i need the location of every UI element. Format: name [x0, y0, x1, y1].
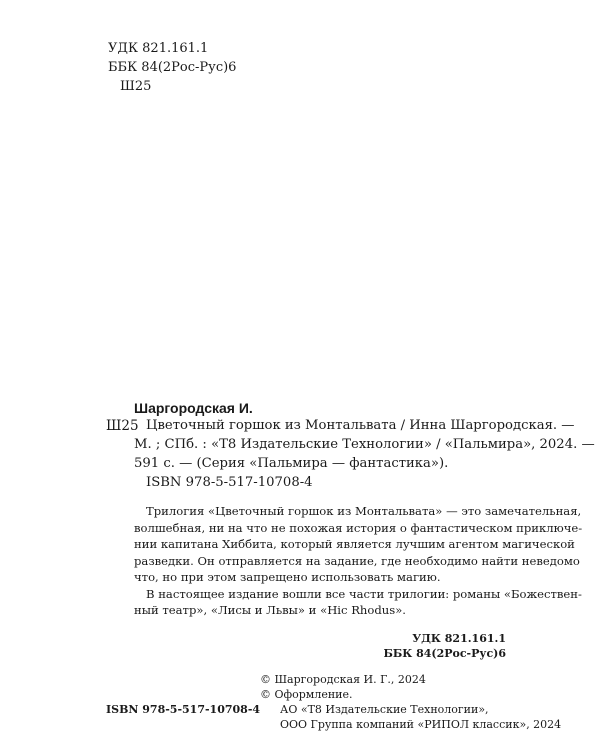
annotation-line-2: волшебная, ни на что не похожая история о фантастическом приключе- [134, 520, 583, 535]
annotation-line-1: Трилогия «Цветочный горшок из Монтальвата» — это замечательная, [146, 504, 582, 518]
copyright-author: © Шаргородская И. Г., 2024 [260, 673, 426, 686]
header-udk: УДК 821.161.1 [108, 41, 209, 56]
annotation-line-6: В настоящее издание вошли все части трилогии: романы «Божествен- [146, 586, 582, 601]
annotation-line-7: ный театр», «Лисы и Львы» и «Hic Rhodus». [134, 603, 406, 617]
publisher-1: АО «Т8 Издательские Технологии», [280, 703, 489, 716]
classification-bbk: ББК 84(2Рос-Рус)6 [383, 647, 506, 660]
copyright-design: © Оформление. [260, 688, 353, 701]
entry-line-2: М. ; СПб. : «Т8 Издательские Технологии» / «Пальмира», 2024. — [134, 437, 595, 452]
publisher-2: ООО Группа компаний «РИПОЛ классик», 2024 [280, 718, 562, 731]
annotation-line-4: разведки. Он отправляется на задание, где необходимо найти неведомо [134, 553, 580, 568]
annotation-line-3: нии капитана Хиббита, который является лучшим агентом магической [134, 537, 575, 551]
classification-udk: УДК 821.161.1 [412, 632, 506, 645]
entry-line-1: Цветочный горшок из Монтальвата / Инна Шаргородская. — [146, 418, 575, 433]
header-code: Ш25 [120, 79, 152, 94]
footer-isbn: ISBN 978-5-517-10708-4 [106, 703, 261, 716]
entry-code: Ш25 [106, 418, 139, 434]
entry-isbn: ISBN 978-5-517-10708-4 [146, 475, 313, 490]
annotation-line-5: что, но при этом запрещено использовать магию. [134, 570, 441, 584]
header-bbk: ББК 84(2Рос-Рус)6 [108, 60, 237, 75]
entry-line-3: 591 с. — (Серия «Пальмира — фантастика»). [134, 456, 449, 471]
entry-author: Шаргородская И. [134, 400, 253, 416]
